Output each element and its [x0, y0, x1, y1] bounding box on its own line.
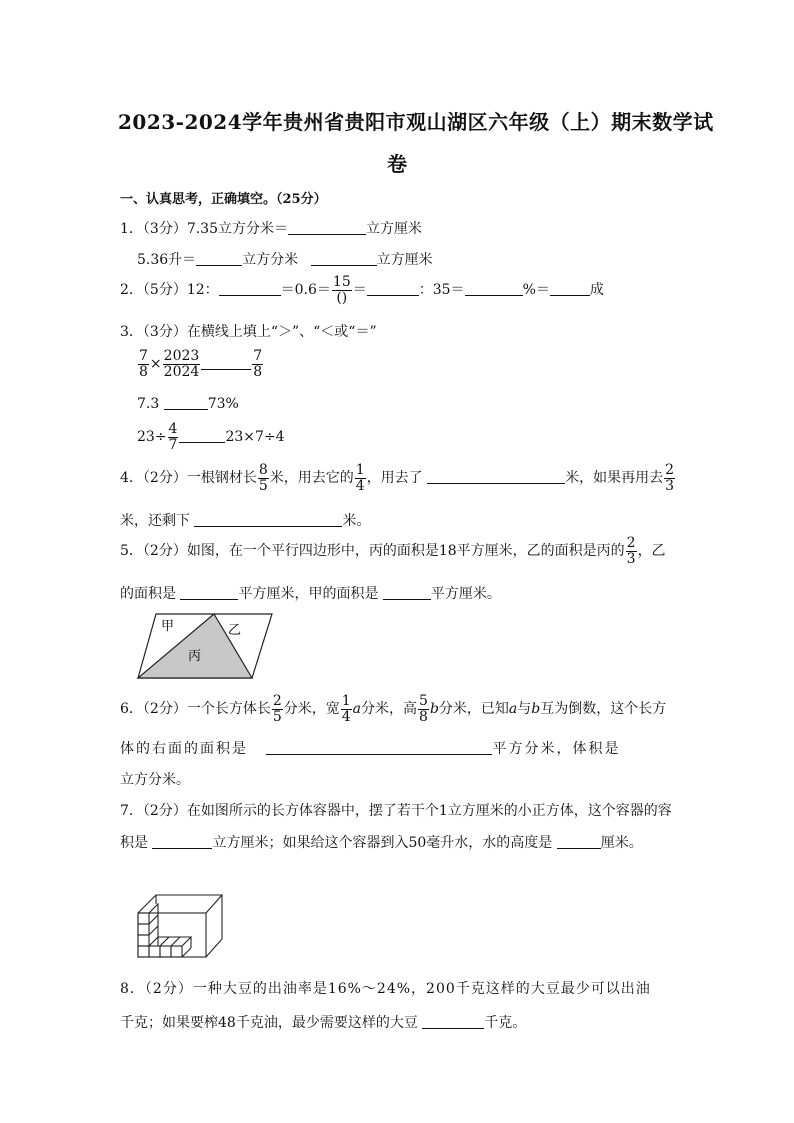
answer-blank[interactable]: [311, 251, 377, 266]
answer-blank[interactable]: [383, 585, 431, 600]
answer-blank[interactable]: [367, 281, 419, 296]
question-3-row-2: 7.3 73%: [137, 396, 239, 412]
answer-blank[interactable]: [266, 740, 492, 755]
question-6-line-3: 立方分米。: [120, 772, 190, 788]
question-1-line-2: 5.36升＝ 立方分米 立方厘米: [137, 252, 433, 268]
answer-blank[interactable]: [164, 395, 208, 410]
answer-blank[interactable]: [179, 428, 225, 443]
answer-blank[interactable]: [427, 469, 565, 484]
answer-blank[interactable]: [557, 834, 601, 849]
label-bing: 丙: [188, 649, 202, 664]
answer-blank[interactable]: [194, 512, 342, 527]
question-3-row-3: 23÷ $\frac{4}{7}$ 23×7÷4: [137, 421, 285, 453]
page-title: 2023-2024学年贵州省贵阳市观山湖区六年级（上）期末数学试: [118, 110, 714, 134]
answer-blank[interactable]: [196, 251, 242, 266]
section-heading: 一、认真思考，正确填空。（25分）: [120, 192, 327, 207]
question-3-row-1: $\frac{7}{8}$ × $\frac{2023}{2024}$ $\frac{7}{8}$: [139, 348, 263, 380]
cuboid-container-figure: [136, 893, 226, 961]
question-5-line-2: 的面积是 平方厘米，甲的面积是 平方厘米。: [120, 586, 501, 602]
answer-blank[interactable]: [152, 834, 212, 849]
question-1-line-1: 1．（3分）7.35立方分米＝ 立方厘米: [120, 221, 422, 237]
question-8-line-2: 千克；如果要榨48千克油，最少需要这样的大豆 千克。: [120, 1015, 527, 1031]
answer-blank[interactable]: [550, 281, 590, 296]
question-6-line-2: 体的右面的面积是 平方分米，体积是: [120, 741, 621, 757]
answer-blank[interactable]: [219, 281, 281, 296]
fraction: $\frac{15}{()}$: [332, 274, 351, 306]
question-8-line-1: 8．（2分）一种大豆的出油率是16%～24%，200千克这样的大豆最少可以出油: [120, 981, 651, 997]
question-7-line-1: 7．（2分）在如图所示的长方体容器中，摆了若干个1立方厘米的小正方体，这个容器的容: [120, 803, 672, 819]
answer-blank[interactable]: [288, 220, 366, 235]
label-jia: 甲: [161, 619, 175, 634]
answer-blank[interactable]: [465, 281, 523, 296]
question-5-line-1: 5．（2分）如图，在一个平行四边形中，丙的面积是18平方厘米，乙的面积是丙的 $\frac{2}{3}$ ，乙: [120, 535, 666, 567]
question-7-line-2: 积是 立方厘米；如果给这个容器到入50毫升水，水的高度是 厘米。: [120, 835, 643, 851]
question-4-line-2: 米，还剩下 米。: [120, 513, 371, 529]
answer-blank[interactable]: [422, 1014, 484, 1029]
label-yi: 乙: [228, 623, 242, 638]
question-2: 2．（5分）12： ＝0.6＝ $\frac{15}{()}$ ＝ ：35＝ %＝ 成: [120, 274, 604, 306]
page-title-continued: 卷: [387, 152, 408, 176]
question-4-line-1: 4．（2分）一根钢材长 $\frac{8}{5}$ 米，用去它的 $\frac{1}{4}$ ，用去了 米，如果再用去 $\frac{2}{3}$: [120, 462, 675, 494]
answer-blank[interactable]: [201, 355, 251, 370]
question-3-intro: 3．（3分）在横线上填上“＞”、“＜或“＝”: [120, 324, 377, 340]
question-6-line-1: 6．（2分）一个长方体长 $\frac{2}{5}$ 分米，宽 $\frac{1}{4}$ a分米，高 $\frac{5}{8}$ b分米，已知a与b互为倒数，这个长方: [120, 693, 667, 725]
answer-blank[interactable]: [180, 585, 238, 600]
parallelogram-figure: [136, 612, 276, 682]
